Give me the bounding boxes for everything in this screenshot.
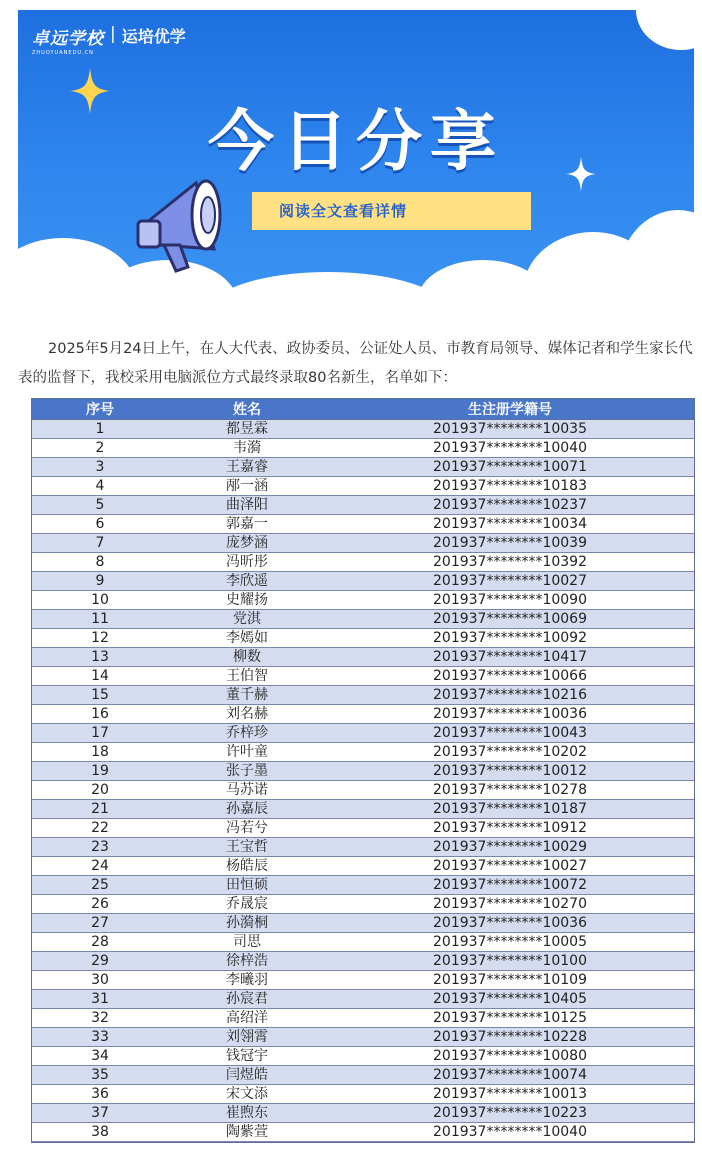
cell-no: 8 <box>32 553 168 572</box>
table-row <box>32 477 694 496</box>
cell-student-id: 201937********10040 <box>326 1123 694 1142</box>
cell-no: 16 <box>32 705 168 724</box>
cell-name: 董千赫 <box>168 686 326 705</box>
cell-student-id: 201937********10100 <box>326 952 694 971</box>
cell-student-id: 201937********10405 <box>326 990 694 1009</box>
cell-no: 28 <box>32 933 168 952</box>
table-row <box>32 667 694 686</box>
table-row <box>32 800 694 819</box>
cell-no: 6 <box>32 515 168 534</box>
cell-name: 司思 <box>168 933 326 952</box>
cell-name: 孙宸君 <box>168 990 326 1009</box>
cell-student-id: 201937********10270 <box>326 895 694 914</box>
cell-name: 刘翎霄 <box>168 1028 326 1047</box>
cell-no: 20 <box>32 781 168 800</box>
cell-name: 崔煦东 <box>168 1104 326 1123</box>
cell-student-id: 201937********10027 <box>326 857 694 876</box>
table-row <box>32 933 694 952</box>
table-row <box>32 876 694 895</box>
cell-no: 5 <box>32 496 168 515</box>
header-student-id: 生注册学籍号 <box>326 399 694 420</box>
logo-partner-text: 运培优学 <box>121 27 186 46</box>
cell-name: 党淇 <box>168 610 326 629</box>
table-row <box>32 838 694 857</box>
table-row <box>32 1009 694 1028</box>
table-row <box>32 857 694 876</box>
table-row <box>32 1066 694 1085</box>
cell-student-id: 201937********10202 <box>326 743 694 762</box>
cell-no: 10 <box>32 591 168 610</box>
table-row <box>32 572 694 591</box>
logo-main-text: 卓远学校 <box>32 29 104 49</box>
cell-student-id: 201937********10029 <box>326 838 694 857</box>
cell-name: 杨皓辰 <box>168 857 326 876</box>
cell-student-id: 201937********10039 <box>326 534 694 553</box>
cell-no: 11 <box>32 610 168 629</box>
cell-student-id: 201937********10071 <box>326 458 694 477</box>
cell-student-id: 201937********10109 <box>326 971 694 990</box>
cell-no: 33 <box>32 1028 168 1047</box>
table-row <box>32 553 694 572</box>
table-row <box>32 895 694 914</box>
table-row <box>32 458 694 477</box>
cell-name: 陶紫萱 <box>168 1123 326 1142</box>
cell-student-id: 201937********10392 <box>326 553 694 572</box>
cell-name: 王宝哲 <box>168 838 326 857</box>
cell-student-id: 201937********10074 <box>326 1066 694 1085</box>
table-row <box>32 610 694 629</box>
cell-student-id: 201937********10035 <box>326 420 694 439</box>
cell-no: 19 <box>32 762 168 781</box>
cell-student-id: 201937********10912 <box>326 819 694 838</box>
table-row <box>32 762 694 781</box>
cell-student-id: 201937********10072 <box>326 876 694 895</box>
banner-title: 今日分享 <box>208 103 504 180</box>
cell-no: 29 <box>32 952 168 971</box>
table-row <box>32 496 694 515</box>
cell-student-id: 201937********10278 <box>326 781 694 800</box>
cell-no: 25 <box>32 876 168 895</box>
table-row <box>32 1104 694 1123</box>
table-row <box>32 1085 694 1104</box>
cell-no: 23 <box>32 838 168 857</box>
cell-student-id: 201937********10034 <box>326 515 694 534</box>
cell-name: 韦漪 <box>168 439 326 458</box>
cell-no: 24 <box>32 857 168 876</box>
cell-name: 王嘉睿 <box>168 458 326 477</box>
cell-no: 32 <box>32 1009 168 1028</box>
header-no: 序号 <box>32 399 168 420</box>
table-row <box>32 914 694 933</box>
admission-table <box>31 398 695 1143</box>
table-row <box>32 629 694 648</box>
cell-name: 乔晟宸 <box>168 895 326 914</box>
cell-student-id: 201937********10040 <box>326 439 694 458</box>
cell-name: 王伯智 <box>168 667 326 686</box>
megaphone-icon <box>134 175 234 275</box>
cell-student-id: 201937********10417 <box>326 648 694 667</box>
table-row <box>32 724 694 743</box>
cell-student-id: 201937********10228 <box>326 1028 694 1047</box>
table-row <box>32 705 694 724</box>
school-logo: 卓远学校 ZHUOYUANEDU.CN | 运培优学 <box>32 24 186 56</box>
cell-name: 曲泽阳 <box>168 496 326 515</box>
table-header-row <box>32 399 694 420</box>
cell-name: 刘名赫 <box>168 705 326 724</box>
cell-no: 12 <box>32 629 168 648</box>
cell-student-id: 201937********10013 <box>326 1085 694 1104</box>
table-row <box>32 971 694 990</box>
cell-no: 27 <box>32 914 168 933</box>
banner[interactable] <box>18 10 694 298</box>
table-row <box>32 591 694 610</box>
table-row <box>32 952 694 971</box>
cloud-shape <box>636 10 694 50</box>
cell-name: 李嫣如 <box>168 629 326 648</box>
cell-name: 庞梦涵 <box>168 534 326 553</box>
table-row <box>32 420 694 439</box>
cell-name: 孙漪桐 <box>168 914 326 933</box>
read-more-button[interactable]: 阅读全文查看详情 <box>252 192 531 230</box>
cell-student-id: 201937********10187 <box>326 800 694 819</box>
table-row <box>32 819 694 838</box>
cell-no: 38 <box>32 1123 168 1142</box>
cell-name: 邴一涵 <box>168 477 326 496</box>
cell-name: 马苏诺 <box>168 781 326 800</box>
cell-student-id: 201937********10237 <box>326 496 694 515</box>
cell-no: 2 <box>32 439 168 458</box>
cell-no: 9 <box>32 572 168 591</box>
intro-paragraph: 2025年5月24日上午，在人大代表、政协委员、公证处人员、市教育局领导、媒体记者和学生家长代表的监督下，我校采用电脑派位方式最终录取80名新生，名单如下： <box>18 340 693 386</box>
cloud-shape <box>208 272 448 298</box>
table-row <box>32 990 694 1009</box>
cell-no: 4 <box>32 477 168 496</box>
cell-name: 李曦羽 <box>168 971 326 990</box>
cell-student-id: 201937********10080 <box>326 1047 694 1066</box>
cell-no: 3 <box>32 458 168 477</box>
cell-name: 史耀扬 <box>168 591 326 610</box>
cell-name: 高绍洋 <box>168 1009 326 1028</box>
cell-no: 21 <box>32 800 168 819</box>
table-row <box>32 1123 694 1142</box>
table-row <box>32 648 694 667</box>
cell-name: 柳数 <box>168 648 326 667</box>
cell-name: 宋文添 <box>168 1085 326 1104</box>
cell-student-id: 201937********10005 <box>326 933 694 952</box>
cell-no: 15 <box>32 686 168 705</box>
table-row <box>32 743 694 762</box>
table-row <box>32 1047 694 1066</box>
cell-name: 徐梓浩 <box>168 952 326 971</box>
cell-name: 郭嘉一 <box>168 515 326 534</box>
cell-no: 17 <box>32 724 168 743</box>
cell-name: 李欣遥 <box>168 572 326 591</box>
cell-no: 31 <box>32 990 168 1009</box>
cell-student-id: 201937********10092 <box>326 629 694 648</box>
cell-name: 闫煜皓 <box>168 1066 326 1085</box>
table-row <box>32 439 694 458</box>
cell-name: 冯昕彤 <box>168 553 326 572</box>
table-row <box>32 1028 694 1047</box>
cell-name: 都昱霖 <box>168 420 326 439</box>
cell-no: 26 <box>32 895 168 914</box>
table-row <box>32 515 694 534</box>
cloud-shape <box>618 210 694 298</box>
cell-no: 18 <box>32 743 168 762</box>
header-name: 姓名 <box>168 399 326 420</box>
cell-student-id: 201937********10066 <box>326 667 694 686</box>
table-row <box>32 781 694 800</box>
cell-student-id: 201937********10216 <box>326 686 694 705</box>
cell-student-id: 201937********10043 <box>326 724 694 743</box>
cell-student-id: 201937********10027 <box>326 572 694 591</box>
cell-no: 34 <box>32 1047 168 1066</box>
cell-no: 7 <box>32 534 168 553</box>
cell-student-id: 201937********10223 <box>326 1104 694 1123</box>
cell-name: 乔梓珍 <box>168 724 326 743</box>
logo-sub-text: ZHUOYUANEDU.CN <box>32 50 94 56</box>
cell-name: 冯若兮 <box>168 819 326 838</box>
cell-student-id: 201937********10036 <box>326 914 694 933</box>
cell-name: 许叶童 <box>168 743 326 762</box>
cell-no: 22 <box>32 819 168 838</box>
cell-no: 1 <box>32 420 168 439</box>
cell-no: 14 <box>32 667 168 686</box>
cell-name: 张子墨 <box>168 762 326 781</box>
cell-student-id: 201937********10183 <box>326 477 694 496</box>
table-row <box>32 534 694 553</box>
cell-name: 钱冠宇 <box>168 1047 326 1066</box>
cell-student-id: 201937********10036 <box>326 705 694 724</box>
cell-name: 田恒硕 <box>168 876 326 895</box>
cell-no: 13 <box>32 648 168 667</box>
cell-name: 孙嘉辰 <box>168 800 326 819</box>
cell-no: 35 <box>32 1066 168 1085</box>
cell-no: 30 <box>32 971 168 990</box>
cell-student-id: 201937********10069 <box>326 610 694 629</box>
cell-student-id: 201937********10012 <box>326 762 694 781</box>
cell-student-id: 201937********10125 <box>326 1009 694 1028</box>
cell-student-id: 201937********10090 <box>326 591 694 610</box>
cell-no: 36 <box>32 1085 168 1104</box>
table-row <box>32 686 694 705</box>
cell-no: 37 <box>32 1104 168 1123</box>
